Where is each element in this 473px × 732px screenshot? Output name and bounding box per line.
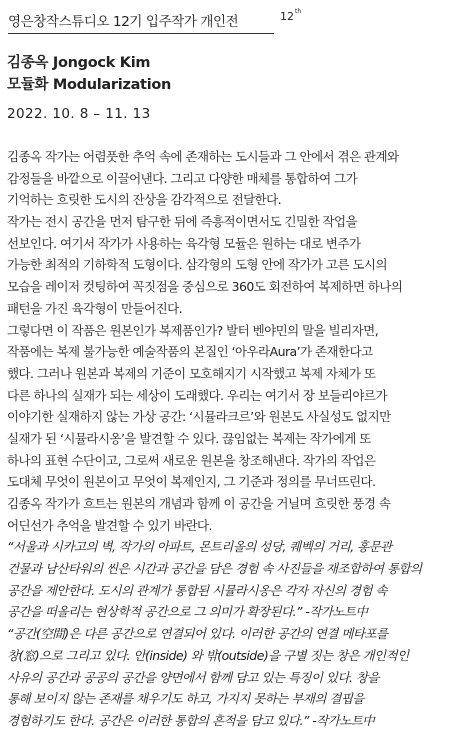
statement-line: 모습을 레이저 컷팅하여 꼭짓점을 중심으로 360도 회전하여 복제하면 하나의 [7, 279, 403, 295]
quote-line: 경험하기도 한다. 공간은 이러한 통합의 흔적을 담고 있다.” -작가노트中 [7, 712, 375, 728]
exhibition-title: 모듈화 Modularization [7, 77, 172, 93]
statement-line: 작품에는 복제 불가능한 예술작품의 본질인 ‘아우라Aura’가 존재한다고 [7, 344, 373, 360]
edition-number-value: 12 [280, 10, 294, 23]
artist-note-quotes [7, 536, 463, 731]
quote-line: 사유의 공간과 공공의 공간을 양면에서 함께 담고 있는 특징이 있다. 창을 [7, 669, 379, 685]
statement-line: 가능한 최적의 기하학적 도형이다. 삼각형의 도형 안에 작가가 고른 도시의 [7, 257, 387, 273]
statement-line: 하나의 표현 수단이고, 그로써 새로운 원본을 창조해낸다. 작가의 작업은 [7, 452, 376, 468]
studio-exhibition-title: 영은창작스튜디오 12기 입주작가 개인전 [8, 14, 239, 30]
statement-line: 이야기한 실재하지 않는 가상 공간: ‘시뮬라크르’와 원본도 사실성도 없지만 [7, 409, 391, 425]
document-header [7, 0, 463, 52]
statement-line: 어딘선가 추억을 발견할 수 있기 바란다. [7, 517, 212, 533]
statement-line: 감정들을 바깥으로 이끌어낸다. 그리고 다양한 매체를 통합하여 그가 [7, 170, 358, 186]
exhibition-dates: 2022. 10. 8 – 11. 13 [7, 106, 151, 122]
statement-line: 도대체 무엇이 원본이고 무엇이 복제인지, 그 기준과 정의를 무너뜨린다. [7, 474, 376, 490]
statement-line: 작가는 전시 공간을 먼저 탐구한 뒤에 즉흥적이면서도 긴밀한 작업을 [7, 214, 358, 230]
quote-line: “공간(空間)은 다른 공간으로 연결되어 있다. 이러한 공간의 연결 메타포를 [7, 626, 388, 642]
statement-line: 김종옥 작가는 어렴풋한 추억 속에 존재하는 도시들과 그 안에서 겪은 관계와 [7, 149, 399, 164]
edition-number [280, 8, 301, 23]
quote-line: 통해 보이지 않는 존재를 채우기도 하고, 가지지 못하는 부재의 결핍을 [7, 691, 364, 707]
statement-text [7, 146, 463, 536]
statement-line: 했다. 그러나 원본과 복제의 기준이 모호해지기 시작했고 복제 자체가 또 [7, 365, 376, 381]
statement-line: 김종옥 작가가 흐트는 원본의 개념과 함께 이 공간을 거닐며 흐릿한 풍경 속 [7, 496, 391, 511]
artist-name: 김종옥 Jongock Kim [7, 55, 151, 71]
quote-line: 건물과 남산타워의 씬은 시간과 공간을 담은 경험 속 사진들을 재조합하여 통합의 [7, 561, 422, 577]
header-rule [8, 33, 274, 34]
statement-line: 실재가 된 ‘시뮬라시옹’을 발견할 수 있다. 끊임없는 복제는 작가에게 또 [7, 430, 371, 446]
quote-line: “서울과 시카고의 벽, 작가의 아파트, 몬트리올의 성당, 퀘벡의 거리, 홍문관 [7, 539, 392, 555]
quote-line: 공간을 제안한다. 도시의 관계가 통합된 시뮬라시옹은 각자 자신의 경험 속 [7, 582, 387, 598]
statement-line: 다른 하나의 실재가 되는 세상이 도래했다. 우리는 여기서 장 보들리야르가 [7, 387, 387, 403]
quote-line: 창(窓)으로 그리고 있다. 안(inside) 와 밖(outside)을 구별 짓는 창은 개인적인 [7, 647, 409, 663]
statement-line: 그렇다면 이 작품은 원본인가 복제품인가? 발터 벤야민의 말을 빌리자면, [7, 322, 379, 338]
statement-line: 패턴을 가진 육각형이 만들어진다. [7, 300, 183, 316]
quote-line: 공간을 떠올리는 현상학적 공간으로 그 의미가 확장된다.” -작가노트中 [7, 604, 368, 620]
statement-line: 선보인다. 여기서 작가가 사용하는 육각형 모듈은 원하는 대로 변주가 [7, 235, 361, 251]
edition-suffix: th [295, 8, 302, 15]
statement-line: 기억하는 흐릿한 도시의 잔상을 감각적으로 전달한다. [7, 192, 282, 208]
exhibition-statement [7, 146, 463, 732]
